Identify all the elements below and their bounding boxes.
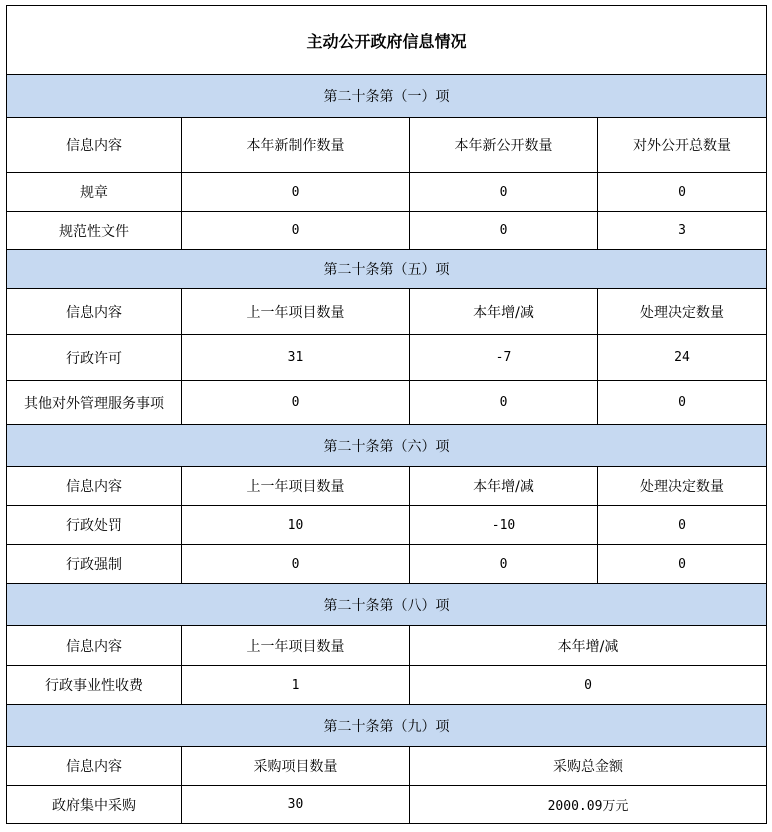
disclosure-table: [6, 5, 767, 824]
section-row-6: [7, 425, 767, 467]
value-cell: 24: [598, 335, 767, 381]
row-label: 规范性文件: [7, 212, 182, 250]
header-row: [7, 747, 767, 786]
header-row: [7, 118, 767, 173]
row-label: 政府集中采购: [7, 786, 182, 824]
row-label: 行政许可: [7, 335, 182, 381]
value-cell: 0: [410, 545, 598, 584]
section-heading: 第二十条第（五）项: [7, 250, 767, 289]
table-row: [7, 173, 767, 212]
table-row: [7, 212, 767, 250]
value-cell: 30: [182, 786, 410, 824]
title-row: [7, 6, 767, 75]
header-cell: 信息内容: [7, 626, 182, 666]
value-cell: -7: [410, 335, 598, 381]
value-cell: 0: [598, 173, 767, 212]
header-cell: 对外公开总数量: [598, 118, 767, 173]
value-cell: 0: [182, 545, 410, 584]
value-cell: 0: [410, 212, 598, 250]
value-cell: 31: [182, 335, 410, 381]
value-cell: 0: [598, 381, 767, 425]
header-cell: 本年增/减: [410, 467, 598, 506]
section-heading: 第二十条第（九）项: [7, 705, 767, 747]
header-cell: 上一年项目数量: [182, 289, 410, 335]
header-cell: 上一年项目数量: [182, 626, 410, 666]
table-row: [7, 335, 767, 381]
row-label: 行政事业性收费: [7, 666, 182, 705]
header-cell: 处理决定数量: [598, 467, 767, 506]
section-row-1: [7, 75, 767, 118]
table-row: [7, 506, 767, 545]
value-cell: 0: [182, 173, 410, 212]
section-row-9: [7, 705, 767, 747]
header-cell: 采购项目数量: [182, 747, 410, 786]
header-cell: 本年增/减: [410, 626, 767, 666]
header-cell: 信息内容: [7, 467, 182, 506]
header-cell: 上一年项目数量: [182, 467, 410, 506]
header-cell: 本年增/减: [410, 289, 598, 335]
value-cell: 0: [410, 666, 767, 705]
section-row-8: [7, 584, 767, 626]
value-cell: 0: [410, 173, 598, 212]
value-cell: 2000.09万元: [410, 786, 767, 824]
value-cell: 3: [598, 212, 767, 250]
value-cell: 0: [182, 212, 410, 250]
header-row: [7, 289, 767, 335]
table-row: [7, 666, 767, 705]
section-row-5: [7, 250, 767, 289]
section-heading: 第二十条第（八）项: [7, 584, 767, 626]
row-label: 其他对外管理服务事项: [7, 381, 182, 425]
table-title: 主动公开政府信息情况: [7, 6, 767, 75]
header-row: [7, 467, 767, 506]
section-heading: 第二十条第（一）项: [7, 75, 767, 118]
row-label: 行政处罚: [7, 506, 182, 545]
value-cell: 0: [598, 506, 767, 545]
header-cell: 信息内容: [7, 118, 182, 173]
table-row: [7, 381, 767, 425]
table-row: [7, 786, 767, 824]
header-cell: 信息内容: [7, 289, 182, 335]
header-cell: 采购总金额: [410, 747, 767, 786]
value-cell: 0: [598, 545, 767, 584]
value-cell: 1: [182, 666, 410, 705]
value-cell: -10: [410, 506, 598, 545]
header-cell: 信息内容: [7, 747, 182, 786]
header-cell: 本年新制作数量: [182, 118, 410, 173]
table-row: [7, 545, 767, 584]
header-cell: 处理决定数量: [598, 289, 767, 335]
header-row: [7, 626, 767, 666]
value-cell: 0: [182, 381, 410, 425]
row-label: 规章: [7, 173, 182, 212]
section-heading: 第二十条第（六）项: [7, 425, 767, 467]
row-label: 行政强制: [7, 545, 182, 584]
header-cell: 本年新公开数量: [410, 118, 598, 173]
value-cell: 10: [182, 506, 410, 545]
value-cell: 0: [410, 381, 598, 425]
